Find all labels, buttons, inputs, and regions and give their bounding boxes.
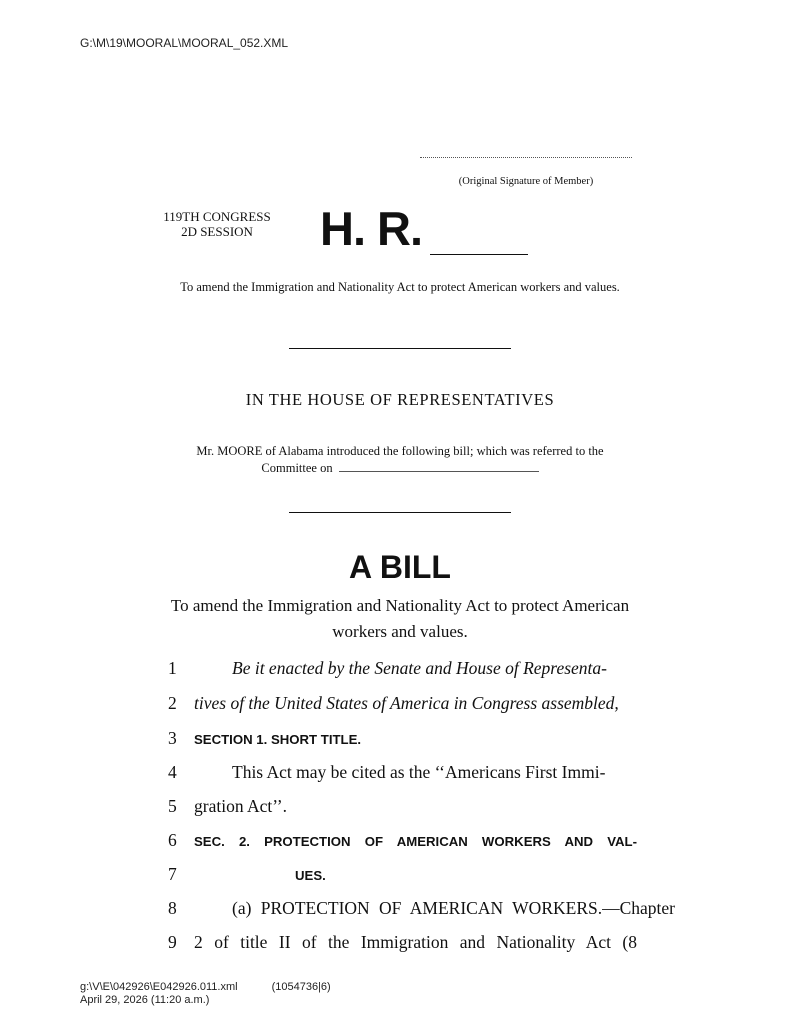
- signature-line: [420, 157, 632, 158]
- line-number: 9: [168, 932, 177, 952]
- body-text-line: gration Act’’.: [194, 796, 287, 816]
- line-number: 5: [168, 796, 177, 816]
- congress-session: [163, 209, 271, 239]
- footer-file: g:\V\E\042926\E042926.011.xml: [80, 981, 238, 993]
- section-heading: SECTION 1. SHORT TITLE.: [194, 732, 362, 747]
- line-number: 4: [168, 762, 177, 782]
- line-number: 1: [168, 658, 177, 678]
- introduction-text: of Alabama introduced the following bill; which was referred to the Committee on: [261, 444, 604, 475]
- subsection-line: (a) PROTECTION OF AMERICAN WORKERS.—Chapter: [232, 898, 675, 918]
- bill-number-prefix: H. R.: [320, 202, 423, 255]
- line-number: 3: [168, 728, 177, 748]
- footer-date: April 29, 2026 (11:20 a.m.): [80, 994, 210, 1006]
- sponsor-name: Mr. MOORE: [196, 444, 263, 458]
- section-heading: UES.: [295, 868, 326, 883]
- footer-version: (1054736|6): [271, 981, 331, 993]
- line-number: 6: [168, 830, 177, 850]
- line-number: 8: [168, 898, 177, 918]
- line-number: 7: [168, 864, 177, 884]
- divider-bottom: [289, 512, 511, 513]
- body-text-line: 2 of title II of the Immigration and Nationality Act (8: [194, 932, 637, 952]
- chamber-heading: IN THE HOUSE OF REPRESENTATIVES: [245, 390, 555, 409]
- section-heading: SEC. 2. PROTECTION OF AMERICAN WORKERS AND VAL-: [194, 834, 637, 849]
- file-path: G:\M\19\MOORAL\MOORAL_052.XML: [80, 36, 289, 50]
- signature-label: (Original Signature of Member): [458, 176, 594, 187]
- short-purpose: To amend the Immigration and Nationality Act to protect American workers and values.: [180, 280, 620, 294]
- document-footer: [80, 981, 331, 1007]
- session-number: 2D SESSION: [181, 224, 253, 239]
- enacting-clause-line: tives of the United States of America in Congress assembled,: [194, 693, 619, 713]
- bill-heading: A BILL: [349, 549, 451, 585]
- main-purpose: To amend the Immigration and Nationality Act to protect American workers and values.: [170, 596, 630, 641]
- divider-top: [289, 348, 511, 349]
- line-number: 2: [168, 693, 177, 713]
- committee-blank: [339, 461, 539, 472]
- bill-number-blank: [430, 254, 528, 255]
- body-text-line: This Act may be cited as the ‘‘Americans First Immi-: [232, 762, 606, 782]
- introduction-statement: [170, 443, 630, 477]
- congress-number: 119TH CONGRESS: [163, 209, 271, 224]
- enacting-clause-line: Be it enacted by the Senate and House of Representa-: [232, 658, 607, 678]
